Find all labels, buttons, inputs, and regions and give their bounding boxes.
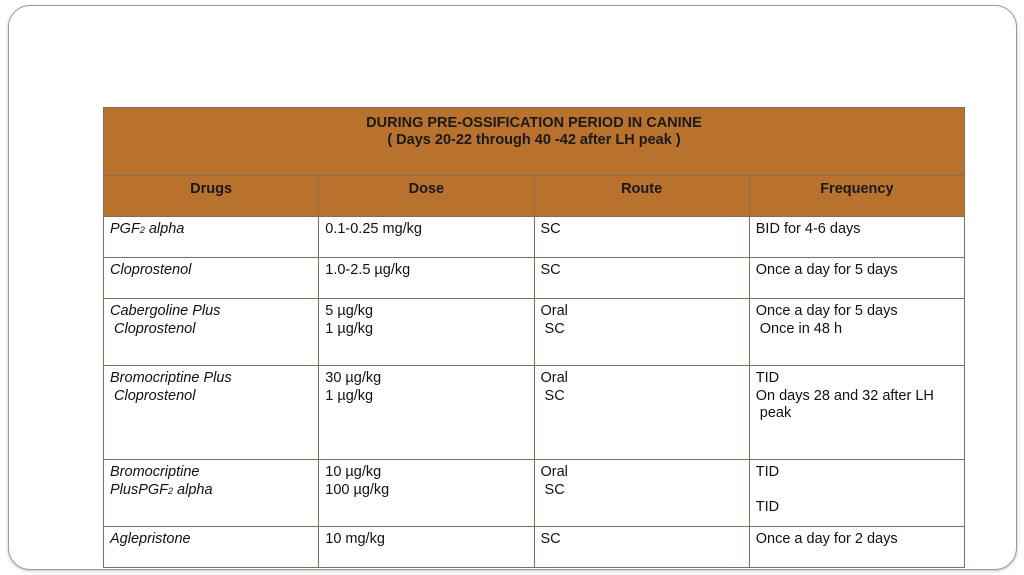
route-cell [534,258,749,299]
route-value: SC [540,531,561,547]
route-value: SC [540,481,565,498]
drug-name [110,221,312,240]
drug-cell [104,460,319,527]
dose-cell [319,460,534,527]
column-header-frequency: Frequency [749,176,964,217]
frequency-value: Once a day for 5 days [755,303,898,319]
frequency-value: peak [755,405,792,421]
frequency-cell [749,527,964,568]
frequency-cell [749,217,964,258]
frequency-value: BID for 4-6 days [755,221,861,237]
frequency-cell [749,460,964,527]
frequency-cell [749,366,964,460]
drug-name: Cloprostenol [110,262,192,278]
drug-cell [104,527,319,568]
route-cell [534,527,749,568]
dose-cell [319,217,534,258]
drug-protocol-table [103,107,965,568]
route-value: Oral [540,464,568,480]
slide [8,5,1017,570]
drug-name-subscript: 2 [139,225,145,235]
route-cell [534,299,749,366]
dose-value: 1 µg/kg [325,320,374,337]
table-row [104,366,965,460]
dose-cell [319,366,534,460]
drug-name: Aglepristone [110,531,191,547]
frequency-value: Once a day for 5 days [755,262,898,278]
dose-value: 100 µg/kg [325,481,390,498]
route-value: SC [540,262,561,278]
drug-name [110,482,312,501]
drug-name-part: PGF [110,221,140,237]
frequency-value: TID [755,370,780,386]
dose-value: 1 µg/kg [325,387,374,404]
column-header-route: Route [534,176,749,217]
route-cell [534,460,749,527]
dose-value: 30 µg/kg [325,370,382,386]
dose-value: 1.0-2.5 µg/kg [325,262,411,278]
dose-cell [319,258,534,299]
frequency-value: Once in 48 h [755,320,843,337]
frequency-cell [749,258,964,299]
blank-line [756,482,958,500]
dose-cell [319,527,534,568]
dose-cell [319,299,534,366]
route-value: SC [540,221,561,237]
dose-value: 10 µg/kg [325,464,382,480]
drug-name-part: PlusPGF [110,481,169,498]
frequency-value: On days 28 and 32 after LH [755,387,934,404]
route-value: SC [540,387,565,404]
drug-name-part: alpha [144,221,185,237]
dose-value: 5 µg/kg [325,303,374,319]
drug-cell [104,366,319,460]
drug-name: Bromocriptine [110,464,200,480]
table-row [104,527,965,568]
dose-value: 0.1-0.25 mg/kg [325,221,422,237]
drug-name-subscript: 2 [168,485,174,496]
column-header-drugs: Drugs [104,176,319,217]
drug-name: Bromocriptine Plus [110,370,232,386]
dose-value: 10 mg/kg [325,531,385,547]
drug-name-part: alpha [173,481,213,498]
table-row [104,217,965,258]
drug-name: Cloprostenol [110,387,196,404]
frequency-value: TID [755,499,780,515]
table-row [104,258,965,299]
route-value: Oral [540,370,568,386]
frequency-value: TID [755,464,780,480]
route-cell [534,366,749,460]
drug-name: Cabergoline Plus [110,303,221,319]
frequency-cell [749,299,964,366]
column-header-dose: Dose [319,176,534,217]
drug-cell [104,258,319,299]
table-row [104,460,965,527]
frequency-value: Once a day for 2 days [755,531,898,547]
table-title [104,108,965,176]
route-cell [534,217,749,258]
route-value: Oral [540,303,568,319]
drug-cell [104,299,319,366]
drug-cell [104,217,319,258]
drug-name: Cloprostenol [110,320,196,337]
route-value: SC [540,320,565,337]
table-title-line-2: ( Days 20-22 through 40 -42 after LH peak ) [387,132,681,148]
table-title-line-1: DURING PRE-OSSIFICATION PERIOD IN CANINE [366,115,702,131]
table-row [104,299,965,366]
